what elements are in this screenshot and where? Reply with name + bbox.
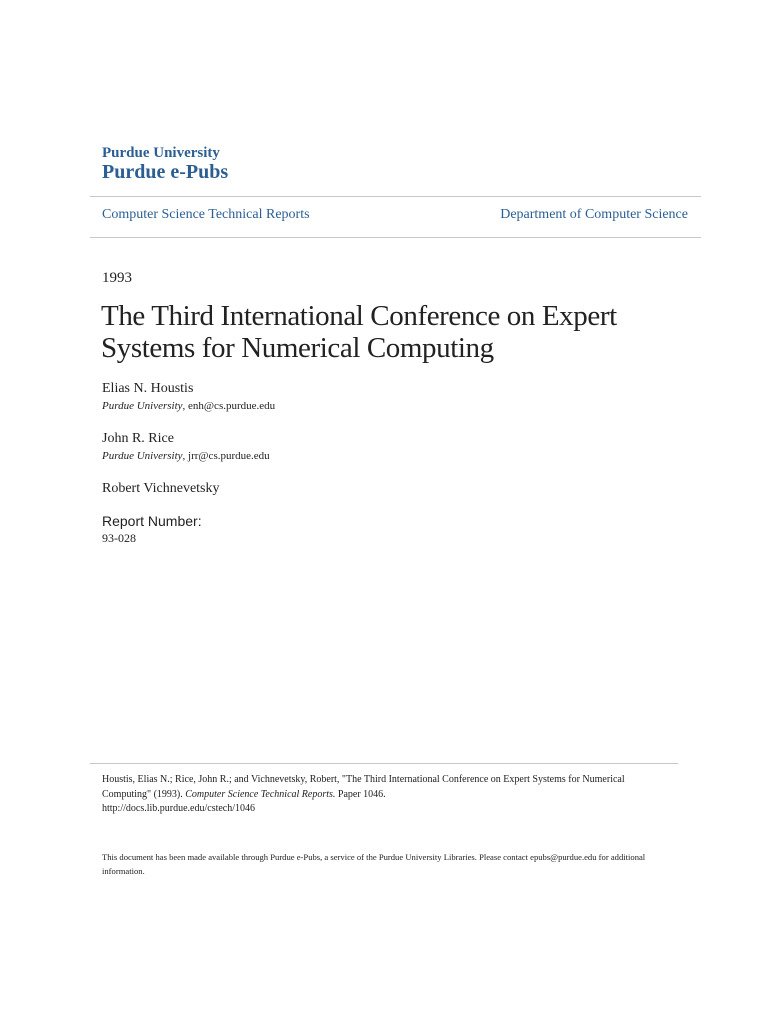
citation-paper: Paper 1046. (335, 788, 386, 800)
citation-url[interactable]: http://docs.lib.purdue.edu/cstech/1046 (102, 803, 256, 814)
header-divider-top (90, 196, 701, 197)
author-name: Elias N. Houstis (102, 381, 194, 396)
author-name: John R. Rice (102, 431, 174, 446)
author-institution: Purdue University (102, 450, 183, 462)
university-name[interactable]: Purdue University (102, 145, 220, 161)
series-link[interactable]: Computer Science Technical Reports (102, 207, 310, 222)
author-email: , enh@cs.purdue.edu (182, 400, 276, 412)
author-affiliation (102, 400, 275, 412)
repository-name[interactable]: Purdue e-Pubs (102, 161, 229, 183)
author-name: Robert Vichnevetsky (102, 481, 220, 496)
availability-notice: This document has been made available through Purdue e-Pubs, a service of the Purdue University Libraries. Please contact epubs@purdue.edu for additional information. (102, 852, 646, 876)
citation-block (102, 773, 672, 817)
report-number-value: 93-028 (102, 531, 136, 545)
report-number-label: Report Number: (102, 513, 202, 529)
author-email: , jrr@cs.purdue.edu (182, 450, 270, 462)
department-link[interactable]: Department of Computer Science (500, 207, 688, 222)
author-institution: Purdue University (102, 400, 183, 412)
citation-text: Houstis, Elias N.; Rice, John R.; and Vichnevetsky, Robert, "The Third International Conference on Expert Systems for Numerical Computing" (1993). (102, 774, 625, 800)
document-title: The Third International Conference on Expert Systems for Numerical Computing (101, 300, 617, 364)
citation-series: Computer Science Technical Reports. (185, 788, 336, 800)
citation-divider (90, 763, 678, 764)
header-divider-bottom (90, 237, 701, 238)
author-affiliation (102, 450, 270, 462)
publication-year: 1993 (102, 270, 132, 286)
